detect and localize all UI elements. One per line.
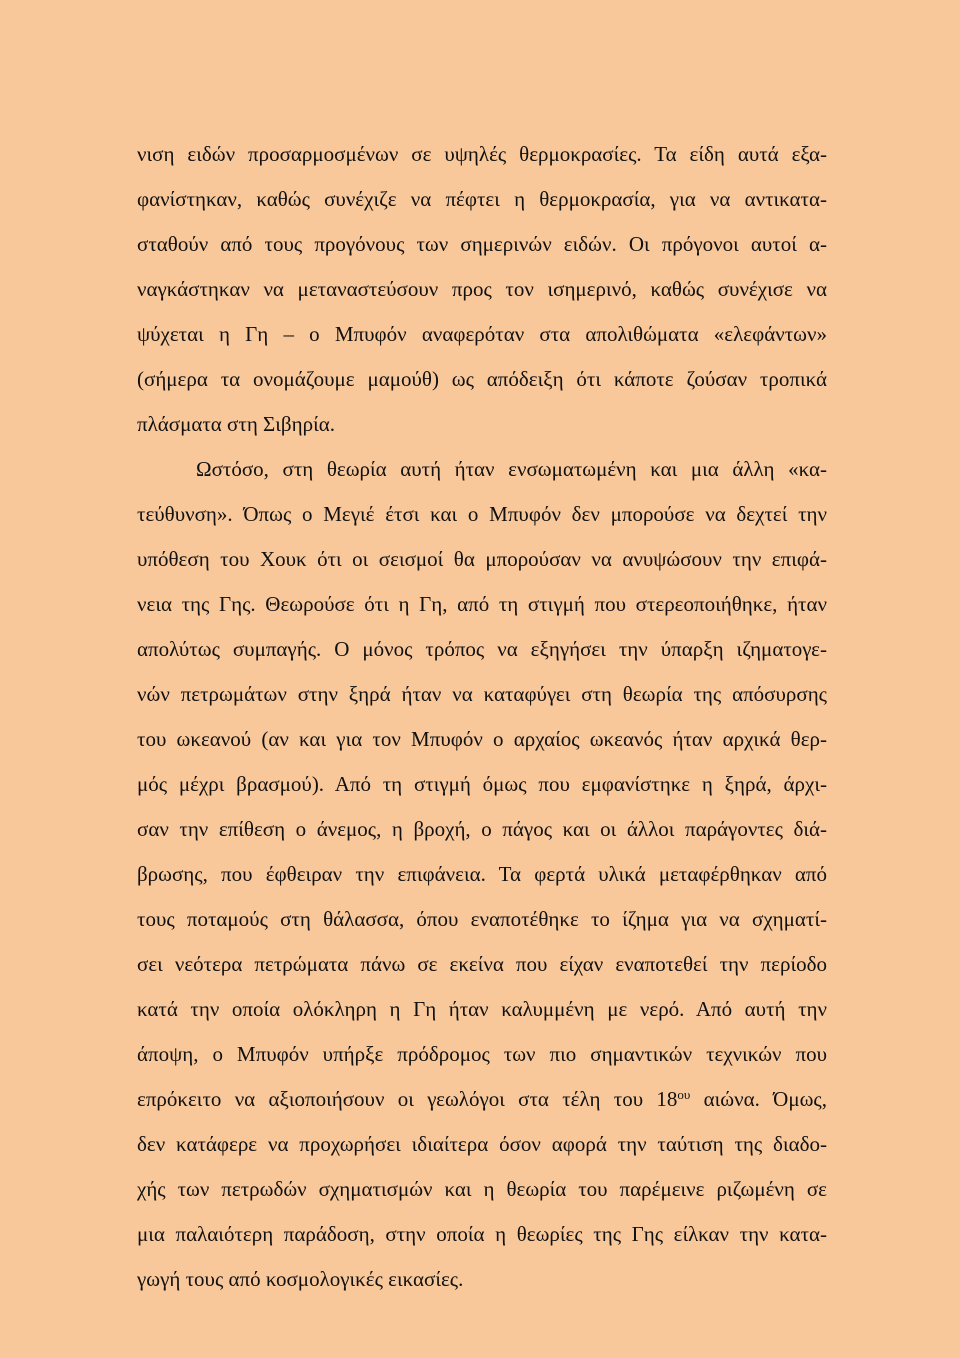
text-line: νεια της Γης. Θεωρούσε ότι η Γη, από τη στιγμή που στερεοποιήθηκε, ήταν	[137, 592, 827, 616]
ordinal-superscript: ου	[677, 1087, 691, 1102]
text-line: σαν την επίθεση ο άνεμος, η βροχή, ο πάγος και οι άλλοι παράγοντες διά-	[137, 817, 827, 841]
text-line: κατά την οποία ολόκληρη η Γη ήταν καλυμμένη με νερό. Από αυτή την	[137, 997, 827, 1021]
text-line: απολύτως συμπαγής. Ο μόνος τρόπος να εξηγήσει την ύπαρξη ιζηματογε-	[137, 637, 827, 661]
text-line: του ωκεανού (αν και για τον Μπυφόν ο αρχαίος ωκεανός ήταν αρχικά θερ-	[137, 727, 827, 751]
text-line: χής των πετρωδών σχηματισμών και η θεωρία του παρέμεινε ριζωμένη σε	[137, 1177, 827, 1201]
text-line: δεν κατάφερε να προχωρήσει ιδιαίτερα όσον αφορά την ταύτιση της διαδο-	[137, 1132, 827, 1156]
text-line: ψύχεται η Γη – ο Μπυφόν αναφερόταν στα απολιθώματα «ελεφάντων»	[137, 322, 827, 346]
text-line: άποψη, ο Μπυφόν υπήρξε πρόδρομος των πιο σημαντικών τεχνικών που	[137, 1042, 827, 1066]
text-line: γωγή τους από κοσμολογικές εικασίες.	[137, 1267, 464, 1291]
text-line: βρωσης, που έφθειραν την επιφάνεια. Τα φερτά υλικά μεταφέρθηκαν από	[137, 862, 827, 886]
text-line: σει νεότερα πετρώματα πάνω σε εκείνα που είχαν εναποτεθεί την περίοδο	[137, 952, 827, 976]
text-line: πλάσματα στη Σιβηρία.	[137, 412, 335, 436]
text-line-18th-century	[137, 1085, 827, 1113]
text-line: τεύθυνση». Όπως ο Μεγιέ έτσι και ο Μπυφόν δεν μπορούσε να δεχτεί την	[137, 502, 827, 526]
text-line: μός μέχρι βρασμού). Από τη στιγμή όμως που εμφανίστηκε η ξηρά, άρχι-	[137, 772, 827, 796]
text-line: νιση ειδών προσαρμοσμένων σε υψηλές θερμοκρασίες. Τα είδη αυτά εξα-	[137, 142, 827, 166]
text-line: Ωστόσο, στη θεωρία αυτή ήταν ενσωματωμένη και μια άλλη «κα-	[196, 457, 827, 481]
text-line: (σήμερα τα ονομάζουμε μαμούθ) ως απόδειξη ότι κάποτε ζούσαν τροπικά	[137, 367, 827, 391]
text-line: σταθούν από τους προγόνους των σημερινών ειδών. Οι πρόγονοι αυτοί α-	[137, 232, 827, 256]
text-line: νών πετρωμάτων στην ξηρά ήταν να καταφύγει στη θεωρία της απόσυρσης	[137, 682, 827, 706]
text-line: μια παλαιότερη παράδοση, στην οποία η θεωρίες της Γης είλκαν την κατα-	[137, 1222, 827, 1246]
text-line: τους ποταμούς στη θάλασσα, όπου εναποτέθηκε το ίζημα για να σχηματί-	[137, 907, 827, 931]
text-line: ναγκάστηκαν να μεταναστεύσουν προς τον ισημερινό, καθώς συνέχισε να	[137, 277, 827, 301]
text-fragment: αιώνα. Όμως,	[690, 1087, 827, 1111]
text-line: φανίστηκαν, καθώς συνέχιζε να πέφτει η θερμοκρασία, για να αντικατα-	[137, 187, 827, 211]
text-fragment: επρόκειτο να αξιοποιήσουν οι γεωλόγοι στα τέλη του 18	[137, 1087, 678, 1111]
text-line: υπόθεση του Χουκ ότι οι σεισμοί θα μπορούσαν να ανυψώσουν την επιφά-	[137, 547, 827, 571]
